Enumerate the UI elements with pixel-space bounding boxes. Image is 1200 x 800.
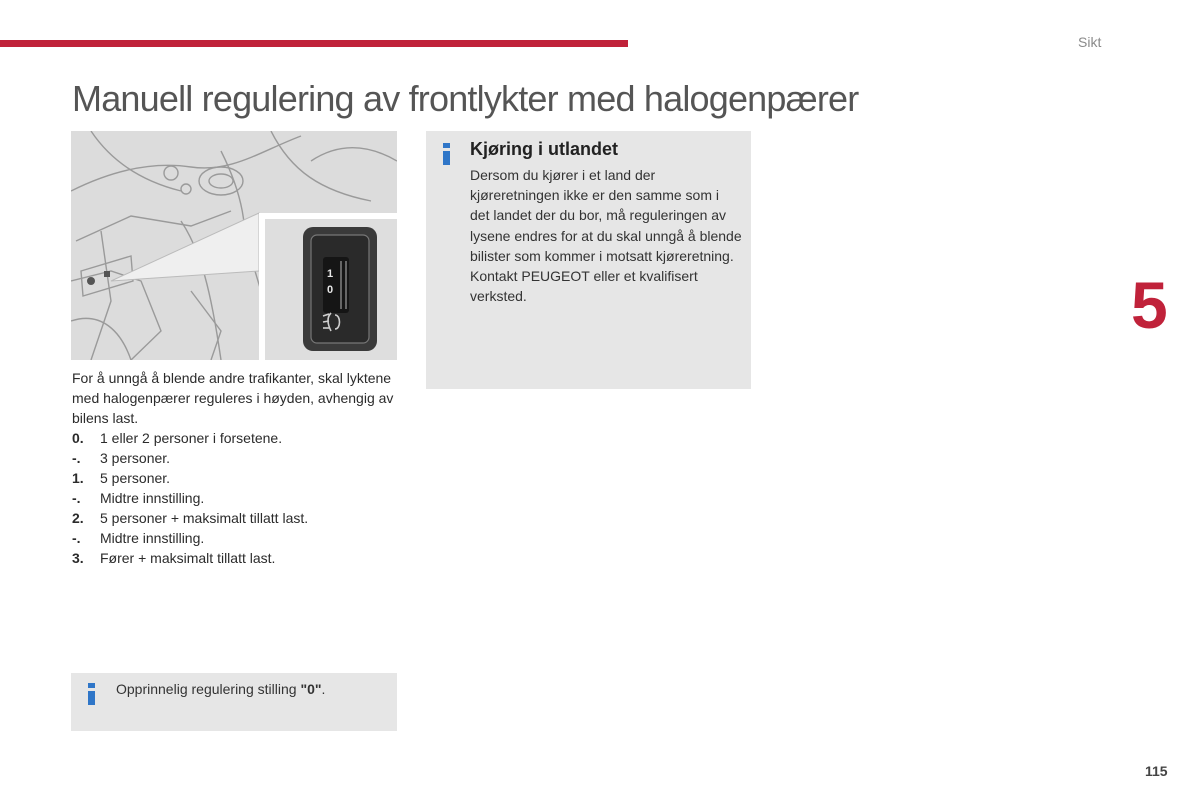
info-box-default-setting [71, 673, 397, 731]
info-box-driving-abroad [426, 131, 751, 389]
dial-mark-1: 1 [327, 268, 334, 280]
list-item-text: Midtre innstilling. [100, 530, 205, 546]
list-item-mark: 0. [72, 430, 84, 446]
dial-mark-0: 0 [327, 284, 334, 296]
list-item [72, 488, 402, 508]
list-item-mark: 1. [72, 470, 84, 486]
intro-paragraph: For å unngå å blende andre trafikanter, skal lyktene med halogenpærer reguleres i høyden, avhengig av bilens last. [72, 370, 394, 426]
list-item-mark: -. [72, 490, 81, 506]
headlamp-adjuster-illustration [71, 131, 397, 360]
list-item-text: 1 eller 2 personer i forsetene. [100, 430, 283, 446]
list-item-text: Midtre innstilling. [100, 490, 205, 506]
list-item-text: 3 personer. [100, 450, 171, 466]
list-item-mark: -. [72, 450, 81, 466]
info-icon [443, 143, 450, 163]
list-item [72, 428, 402, 448]
info-text-after: . [321, 681, 326, 697]
list-item [72, 468, 402, 488]
page-title: Manuell regulering av frontlykter med halogenpærer [72, 78, 859, 119]
info-box-title: Kjøring i utlandet [470, 139, 618, 159]
list-item [72, 448, 402, 468]
chapter-number: 5 [1131, 268, 1168, 342]
info-box-contact: Kontakt PEUGEOT eller et kvalifisert verksted. [470, 268, 698, 305]
list-item-mark: 3. [72, 550, 84, 566]
info-text-before: Opprinnelig regulering stilling [116, 681, 301, 697]
info-box-paragraph: Dersom du kjører i et land der kjøreretningen ikke er den samme som i det landet der du bor, må reguleringen av lysene endres for at du skal unngå å blende bilister som kommer i motsatt kjøreretning. [470, 167, 742, 264]
list-item [72, 548, 402, 568]
list-item-text: Fører + maksimalt tillatt last. [100, 550, 276, 566]
list-item-text: 5 personer + maksimalt tillatt last. [100, 510, 309, 526]
list-item-text: 5 personer. [100, 470, 171, 486]
list-item [72, 508, 402, 528]
page-number: 115 [1145, 763, 1168, 779]
info-icon [88, 683, 95, 703]
list-item [72, 528, 402, 548]
list-item-mark: -. [72, 530, 81, 546]
section-label: Sikt [1078, 34, 1102, 50]
chapter-accent-bar [0, 40, 628, 47]
list-item-mark: 2. [72, 510, 84, 526]
intro-section [72, 368, 402, 568]
info-box-text [470, 165, 742, 306]
load-positions-list [72, 428, 402, 568]
info-text-value: "0" [300, 681, 322, 697]
info-box-text [116, 679, 386, 699]
